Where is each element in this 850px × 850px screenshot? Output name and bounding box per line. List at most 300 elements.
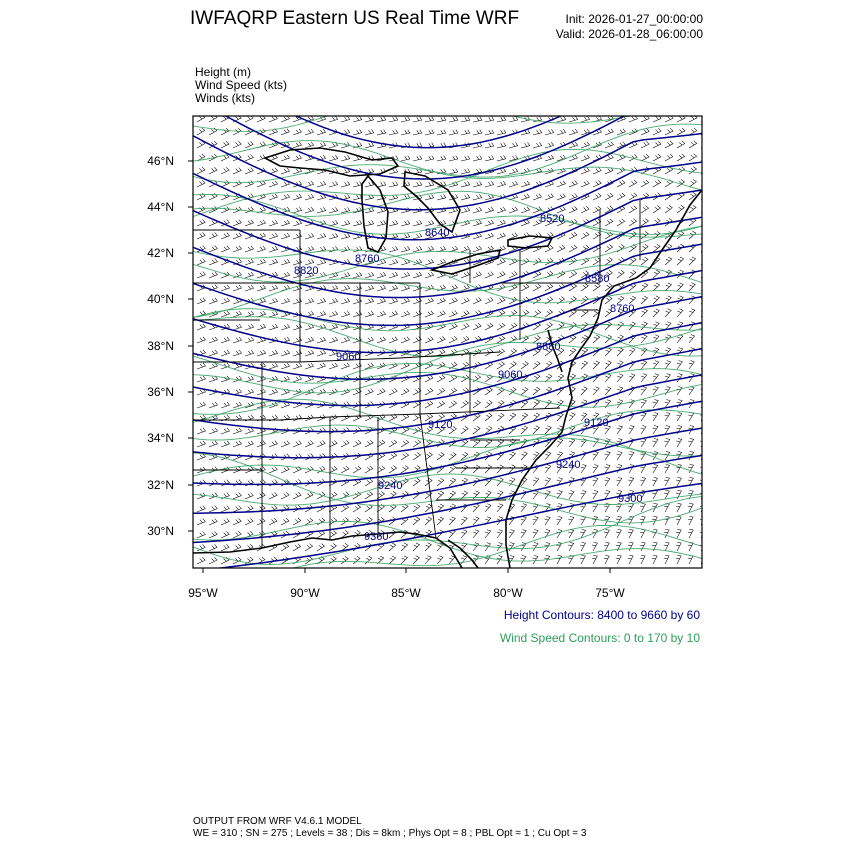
wind-barb xyxy=(652,464,658,473)
model-info-line1: OUTPUT FROM WRF V4.6.1 MODEL xyxy=(193,816,362,827)
wind-barb xyxy=(616,478,622,487)
model-info-line2: WE = 310 ; SN = 275 ; Levels = 38 ; Dis = 8km ; Phys Opt = 8 ; PBL Opt = 1 ; Cu Opt = 3 xyxy=(193,828,587,839)
wind-barb xyxy=(377,117,386,123)
wind-barb xyxy=(485,323,493,330)
wind-barb xyxy=(485,207,494,213)
wind-barb xyxy=(461,272,469,278)
wind-barb xyxy=(401,272,410,278)
wind-barb xyxy=(677,205,684,213)
wind-barb xyxy=(628,529,633,538)
wind-barb xyxy=(401,130,410,135)
wind-barb xyxy=(473,323,481,330)
wind-barb xyxy=(677,374,683,383)
wind-barb xyxy=(389,556,396,564)
lon-tick-label: 75°W xyxy=(595,586,625,600)
wind-barb xyxy=(509,207,518,213)
wind-barb xyxy=(581,232,589,239)
wind-barb xyxy=(689,154,697,161)
wind-barb xyxy=(329,298,338,304)
wind-barb xyxy=(257,285,266,291)
wind-barb xyxy=(425,156,434,161)
wind-barb xyxy=(233,285,242,291)
wind-barb xyxy=(689,335,695,343)
wind-barb xyxy=(545,284,553,291)
wind-barb xyxy=(485,530,491,538)
wind-barb xyxy=(281,168,290,174)
wind-barb xyxy=(449,156,458,161)
wind-barb xyxy=(425,517,432,525)
wind-barb xyxy=(413,246,422,252)
wind-barb xyxy=(425,298,434,304)
lake-michigan-outline xyxy=(362,176,388,252)
wind-barb xyxy=(305,453,313,460)
wind-barb xyxy=(676,542,681,551)
wind-barb xyxy=(437,375,445,382)
wind-barb xyxy=(329,233,338,239)
wind-barb xyxy=(473,517,479,525)
wind-barb xyxy=(221,246,229,252)
wind-barb xyxy=(497,297,505,304)
wind-barb xyxy=(497,130,506,135)
wind-barb xyxy=(473,117,482,122)
wind-barb xyxy=(401,375,409,382)
wind-barb xyxy=(209,298,217,304)
wind-barb xyxy=(437,556,443,564)
wind-barb xyxy=(221,480,229,486)
wind-barb xyxy=(329,324,338,330)
wind-barb xyxy=(221,167,229,174)
wind-barb xyxy=(389,298,398,304)
wind-barb xyxy=(317,389,326,395)
wind-barb xyxy=(593,168,601,175)
wind-barb xyxy=(664,451,670,460)
wind-barb xyxy=(461,323,469,330)
wind-barb xyxy=(581,361,588,369)
wind-barb xyxy=(581,387,587,395)
wind-barb xyxy=(533,400,540,408)
wind-barb xyxy=(245,141,253,148)
wind-barb xyxy=(676,529,681,538)
wind-barb xyxy=(617,193,625,200)
wind-barb xyxy=(604,555,609,564)
wind-barb xyxy=(569,206,577,213)
wind-barb xyxy=(533,310,541,317)
wind-barb xyxy=(269,259,278,265)
wind-barb xyxy=(293,220,302,226)
wind-barb xyxy=(425,543,431,551)
wind-barb xyxy=(221,337,230,343)
wind-barb xyxy=(389,259,398,265)
wind-barb xyxy=(473,272,481,278)
wind-barb xyxy=(556,517,562,526)
wind-barb xyxy=(353,246,362,252)
wind-barb xyxy=(245,376,254,382)
wind-barb xyxy=(569,374,576,382)
wind-barb xyxy=(305,337,314,343)
wind-barb xyxy=(581,181,589,188)
wind-barb xyxy=(473,181,482,187)
wind-barb xyxy=(641,244,648,252)
wind-barb xyxy=(269,285,278,291)
wind-barb xyxy=(197,324,205,330)
wind-barb xyxy=(209,441,218,447)
wind-barb xyxy=(245,181,253,187)
wind-barb xyxy=(197,428,206,434)
wind-barb xyxy=(401,285,410,291)
wind-barb xyxy=(665,154,673,161)
wind-barb xyxy=(592,504,598,513)
wind-barb xyxy=(485,181,494,187)
wind-barb xyxy=(281,324,290,330)
wind-barb xyxy=(257,311,266,317)
wind-barb xyxy=(665,141,673,148)
wind-barb xyxy=(197,519,205,525)
wind-barb xyxy=(341,389,349,395)
wind-barb xyxy=(641,439,647,448)
wind-barb xyxy=(401,220,410,226)
wind-barb xyxy=(653,387,659,395)
wind-barb xyxy=(389,453,397,460)
wind-barb xyxy=(437,194,446,200)
wind-barb xyxy=(401,504,408,512)
wind-barb xyxy=(425,375,433,382)
wind-barb xyxy=(401,543,408,551)
wind-barb xyxy=(281,259,290,265)
wind-barb xyxy=(233,141,241,148)
wind-barb xyxy=(341,207,350,213)
wind-barb xyxy=(437,336,445,343)
wind-barb xyxy=(545,517,551,526)
wind-barb xyxy=(293,155,302,161)
wind-barb xyxy=(365,220,374,226)
wind-barb xyxy=(629,374,635,382)
wind-barb xyxy=(641,309,648,317)
wind-barb xyxy=(257,350,266,356)
wind-barb xyxy=(317,207,326,213)
wind-barb xyxy=(449,130,458,135)
wind-barb xyxy=(257,246,266,252)
wind-barb xyxy=(605,193,613,200)
wind-barb xyxy=(269,220,278,226)
wind-barb xyxy=(664,426,670,435)
wind-barb xyxy=(341,181,350,187)
wind-barb xyxy=(473,349,481,356)
wind-barb xyxy=(449,517,455,525)
wind-barb xyxy=(221,233,229,239)
wind-barb xyxy=(353,466,361,473)
wind-barb xyxy=(413,504,420,512)
wind-barb xyxy=(569,439,575,447)
wind-barb xyxy=(473,504,479,512)
lat-tick-label: 42°N xyxy=(147,246,174,260)
wind-barb xyxy=(317,129,326,135)
wind-barb xyxy=(605,361,611,369)
wind-barb xyxy=(689,257,696,265)
wind-barb xyxy=(653,141,661,148)
contour-label: 9240 xyxy=(556,459,581,471)
wind-barb xyxy=(497,259,505,265)
wind-barb xyxy=(233,531,241,538)
wind-barb xyxy=(592,542,597,551)
wind-barb xyxy=(676,555,681,564)
wind-barb xyxy=(353,116,362,122)
wind-barb xyxy=(641,374,647,382)
wind-barb xyxy=(461,246,470,252)
wind-barb xyxy=(449,491,456,499)
wind-barb xyxy=(449,336,457,343)
contour-label: 8580 xyxy=(585,273,610,285)
wind-barb xyxy=(688,438,693,447)
wind-barb xyxy=(485,388,492,396)
wind-barb xyxy=(545,310,553,317)
wind-barb xyxy=(569,504,575,513)
wind-barb xyxy=(653,270,660,278)
wind-barb xyxy=(413,543,420,551)
wind-barb xyxy=(245,337,254,343)
wind-barb xyxy=(197,363,206,369)
wind-barb xyxy=(341,311,350,317)
wind-barb xyxy=(569,271,577,278)
contour-label: 9060 xyxy=(498,369,523,381)
wind-barb xyxy=(269,350,278,356)
wind-barb xyxy=(413,117,422,122)
wind-barb xyxy=(293,207,302,213)
lat-tick-label: 32°N xyxy=(147,478,174,492)
wind-barb xyxy=(557,271,565,278)
wind-barb xyxy=(425,130,434,135)
wind-barb xyxy=(689,322,695,330)
wind-barb xyxy=(509,271,517,278)
wind-barb xyxy=(437,388,445,395)
wind-barb xyxy=(449,452,456,460)
lon-tick-label: 95°W xyxy=(188,586,218,600)
wind-barb xyxy=(197,206,205,213)
wind-barb xyxy=(413,556,419,564)
wind-barb xyxy=(593,452,599,461)
wind-barb xyxy=(317,311,326,317)
wind-barb xyxy=(341,415,349,422)
wind-barb xyxy=(437,311,445,317)
wind-barb xyxy=(257,518,265,525)
wind-barb xyxy=(461,169,470,175)
wind-barb xyxy=(581,155,589,161)
wind-barb xyxy=(245,518,253,525)
wind-barb xyxy=(197,557,205,564)
wind-barb xyxy=(269,311,278,317)
wind-barb xyxy=(449,169,458,175)
wind-barb xyxy=(604,491,610,500)
wind-barb xyxy=(629,116,637,122)
wind-barb xyxy=(269,492,277,499)
contour-label: 8760 xyxy=(355,253,380,265)
wind-barb xyxy=(689,167,697,174)
contour-label: 9120 xyxy=(584,417,609,429)
wind-barb xyxy=(617,270,624,278)
wind-barb xyxy=(485,272,493,279)
wind-barb xyxy=(677,387,683,396)
wind-barb xyxy=(449,323,457,330)
wind-barb xyxy=(425,117,434,122)
wind-barb xyxy=(329,311,338,317)
wind-barb xyxy=(497,530,503,538)
wind-barb xyxy=(641,426,647,435)
wind-barb xyxy=(233,181,241,188)
wind-barb xyxy=(209,531,217,538)
wind-barb xyxy=(221,428,230,434)
wind-barb xyxy=(365,466,373,473)
wind-barb xyxy=(629,180,637,187)
wind-barb xyxy=(545,400,552,408)
wind-barb xyxy=(677,154,685,161)
wind-barb xyxy=(401,246,410,252)
wind-barb xyxy=(677,361,683,369)
wind-barb xyxy=(653,309,659,317)
wind-barb xyxy=(485,297,493,304)
wind-barb xyxy=(617,374,623,382)
wind-barb xyxy=(437,298,445,304)
wind-barb xyxy=(401,311,410,317)
wind-barb xyxy=(485,233,494,239)
wind-barb xyxy=(389,388,397,395)
wind-barb xyxy=(461,401,469,408)
wind-barb xyxy=(664,464,670,473)
wind-barb xyxy=(365,285,374,291)
wind-barb xyxy=(413,491,420,499)
wind-barb xyxy=(233,337,242,343)
wind-barb xyxy=(641,283,648,291)
wind-barb xyxy=(257,492,265,499)
wind-barb xyxy=(341,440,349,447)
contour-label: 9360 xyxy=(364,531,389,543)
wind-barb xyxy=(281,155,290,161)
wind-barb xyxy=(521,530,527,539)
wind-barb xyxy=(473,297,481,304)
wind-barb xyxy=(269,467,277,474)
wind-barb xyxy=(401,337,409,343)
wind-barb xyxy=(293,376,302,382)
wind-barb xyxy=(269,298,278,304)
wind-barb xyxy=(485,143,494,148)
wind-barb xyxy=(305,194,314,200)
wind-barb xyxy=(413,478,420,486)
wind-barb xyxy=(497,233,505,239)
wind-barb xyxy=(365,116,374,122)
wind-barb xyxy=(401,453,409,460)
wind-barb xyxy=(353,556,360,564)
wind-barb xyxy=(341,155,350,161)
wind-barb xyxy=(652,529,657,538)
wind-barb xyxy=(449,401,457,408)
wind-barb xyxy=(305,492,313,499)
wind-barb xyxy=(521,284,529,291)
wind-barb xyxy=(209,506,217,512)
wind-barb xyxy=(689,361,695,370)
wind-barb xyxy=(437,156,446,161)
wind-barb xyxy=(569,129,578,135)
wind-barb xyxy=(665,206,672,214)
wind-barb xyxy=(688,413,694,422)
wind-barb xyxy=(497,336,505,343)
wind-barb xyxy=(269,194,278,200)
wind-barb xyxy=(533,387,540,395)
wind-barb xyxy=(221,506,229,513)
wind-barb xyxy=(449,478,456,486)
contour-label: 9240 xyxy=(378,480,403,492)
wind-barb xyxy=(449,556,455,564)
init-time: Init: 2026-01-27_00:00:00 xyxy=(565,12,703,26)
wind-barb xyxy=(329,556,336,564)
lat-tick-label: 36°N xyxy=(147,385,174,399)
wind-barb xyxy=(413,130,422,135)
wind-barb xyxy=(652,477,657,486)
wind-barb xyxy=(641,296,648,304)
wind-barb xyxy=(617,322,624,330)
wind-barb xyxy=(473,194,482,200)
wind-barb xyxy=(569,232,577,239)
wind-barb xyxy=(473,543,479,551)
wind-barb xyxy=(605,322,612,330)
wind-barb xyxy=(640,542,645,551)
wind-barb xyxy=(604,478,610,487)
wind-barb xyxy=(664,542,669,551)
wind-barb xyxy=(413,440,421,447)
wind-barb xyxy=(281,298,290,304)
wind-barb xyxy=(676,503,681,512)
lat-tick-label: 44°N xyxy=(147,200,174,214)
wind-barb xyxy=(665,128,673,135)
wind-barb xyxy=(653,283,660,291)
wind-barb xyxy=(461,194,470,200)
wind-barb xyxy=(317,233,326,239)
wind-barb xyxy=(509,530,515,538)
wind-barb xyxy=(557,181,565,187)
plot-title: IWFAQRP Eastern US Real Time WRF xyxy=(190,8,520,29)
wind-barb xyxy=(676,439,682,448)
wind-barb xyxy=(269,441,277,447)
wind-barb xyxy=(533,129,542,135)
wind-barb xyxy=(305,142,314,148)
wind-barb xyxy=(605,245,613,252)
wind-barb xyxy=(617,452,623,461)
wind-barb xyxy=(521,426,528,434)
wind-barb xyxy=(521,504,527,512)
wind-barb xyxy=(545,258,553,265)
wind-barb xyxy=(569,245,577,252)
wind-barb xyxy=(473,465,480,473)
wind-barb xyxy=(389,285,398,291)
wind-barb xyxy=(653,426,659,435)
wind-barb xyxy=(425,388,433,395)
wind-barb xyxy=(245,207,253,213)
wind-barb xyxy=(664,529,669,538)
wind-barb xyxy=(641,361,647,369)
wind-barb xyxy=(629,426,635,435)
wind-barb xyxy=(676,413,682,422)
wind-barb xyxy=(233,441,242,447)
wind-barb xyxy=(688,555,693,564)
wind-barb xyxy=(688,503,693,512)
wind-barb xyxy=(641,322,647,330)
wind-barb xyxy=(317,440,325,447)
wind-barb xyxy=(641,219,649,226)
wind-barb xyxy=(233,402,242,408)
wind-barb xyxy=(305,298,314,304)
wind-barb xyxy=(221,544,229,551)
wind-barb xyxy=(485,220,494,226)
wind-barb xyxy=(461,336,469,343)
wind-barb xyxy=(389,272,398,278)
wind-barb xyxy=(617,219,625,226)
